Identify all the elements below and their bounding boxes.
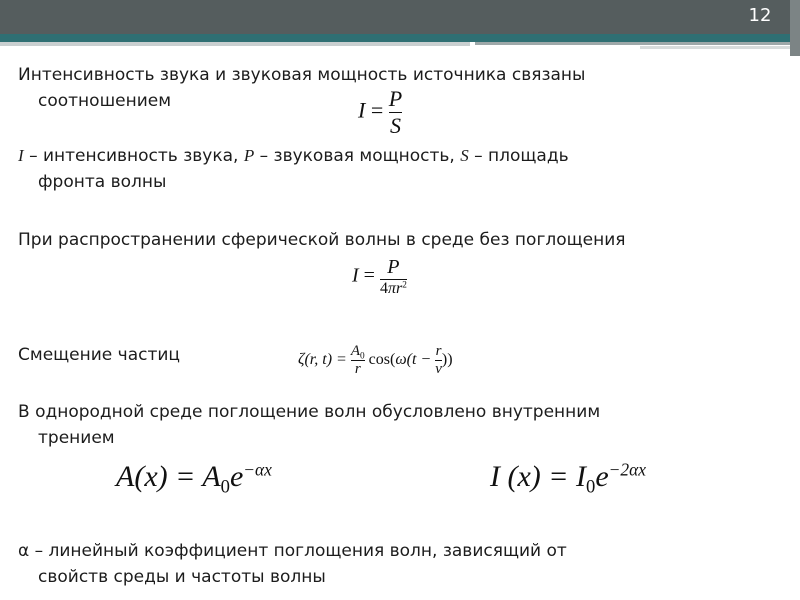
intro-line-1: Интенсивность звука и звуковая мощность источника связаны — [18, 65, 586, 85]
formula-operator: = — [370, 97, 384, 123]
intensity-decay-formula — [490, 459, 646, 498]
header-bar — [0, 0, 800, 34]
formula-symbol: I — [352, 264, 359, 287]
formula-time-term: (t − — [406, 351, 432, 369]
intro-line-2: соотношением — [38, 91, 172, 111]
formula-symbol: I — [358, 97, 366, 123]
header-accent-bar — [0, 34, 800, 42]
fraction-denominator: v — [435, 361, 442, 377]
amplitude-decay-formula — [116, 459, 272, 498]
definition-line-2: фронта волны — [38, 172, 167, 192]
absorption-line-1: В однородной среде поглощение волн обусловлено внутренним — [18, 402, 601, 422]
formula-subscript: 0 — [586, 476, 596, 498]
fraction-denominator: S — [389, 113, 401, 138]
formula-lhs: I (x) = I — [490, 460, 587, 493]
intensity-formula — [358, 86, 402, 139]
coefficient-line-1: α – линейный коэффициент поглощения волн, зависящий от — [18, 541, 567, 561]
symbol-P: P — [243, 146, 255, 165]
formula-fraction — [351, 343, 365, 378]
spherical-wave-text: При распространении сферической волны в среде без поглощения — [18, 230, 626, 250]
definition-line-1 — [18, 143, 569, 169]
definition-text: – интенсивность звука, — [23, 146, 244, 166]
symbol-S: S — [460, 146, 469, 165]
definition-text: – звуковая мощность, — [254, 146, 461, 166]
formula-operator: = — [363, 264, 375, 287]
cos-function: cos( — [364, 351, 396, 369]
header-accent-strip — [640, 46, 800, 49]
omega-symbol: ω — [395, 351, 407, 369]
coefficient-line-2: свойств среды и частоты волны — [38, 567, 326, 587]
formula-lhs: A(x) = A — [116, 460, 221, 493]
header-accent-strip — [0, 42, 470, 46]
formula-fraction — [380, 256, 407, 298]
header-right-edge — [790, 0, 800, 56]
formula-lhs: ζ(r, t) = — [298, 351, 347, 369]
exponential-e: e — [229, 460, 244, 493]
header-accent-strip — [475, 42, 800, 45]
symbol-I: I — [18, 146, 24, 165]
definition-text: – площадь — [468, 146, 569, 166]
fraction-denominator: r — [354, 361, 361, 377]
formula-subscript: 0 — [220, 476, 230, 498]
formula-exponent: −2αx — [608, 459, 646, 480]
absorption-line-2: трением — [38, 428, 115, 448]
formula-fraction — [389, 86, 402, 139]
fraction-numerator: P — [388, 86, 403, 111]
closing-parens: )) — [441, 351, 453, 369]
displacement-text: Смещение частиц — [18, 345, 180, 365]
fraction-numerator: r — [435, 343, 442, 359]
formula-exponent: −αx — [243, 459, 272, 480]
spherical-intensity-formula — [352, 256, 407, 298]
slide-number: 12 — [748, 5, 772, 26]
exponential-e: e — [595, 460, 609, 493]
fraction-denominator: $4\pi r^2$ — [379, 280, 407, 297]
displacement-formula — [298, 343, 453, 378]
fraction-numerator: $A_0$ — [350, 343, 365, 362]
fraction-numerator: P — [387, 256, 400, 278]
formula-inner-fraction — [435, 343, 442, 378]
